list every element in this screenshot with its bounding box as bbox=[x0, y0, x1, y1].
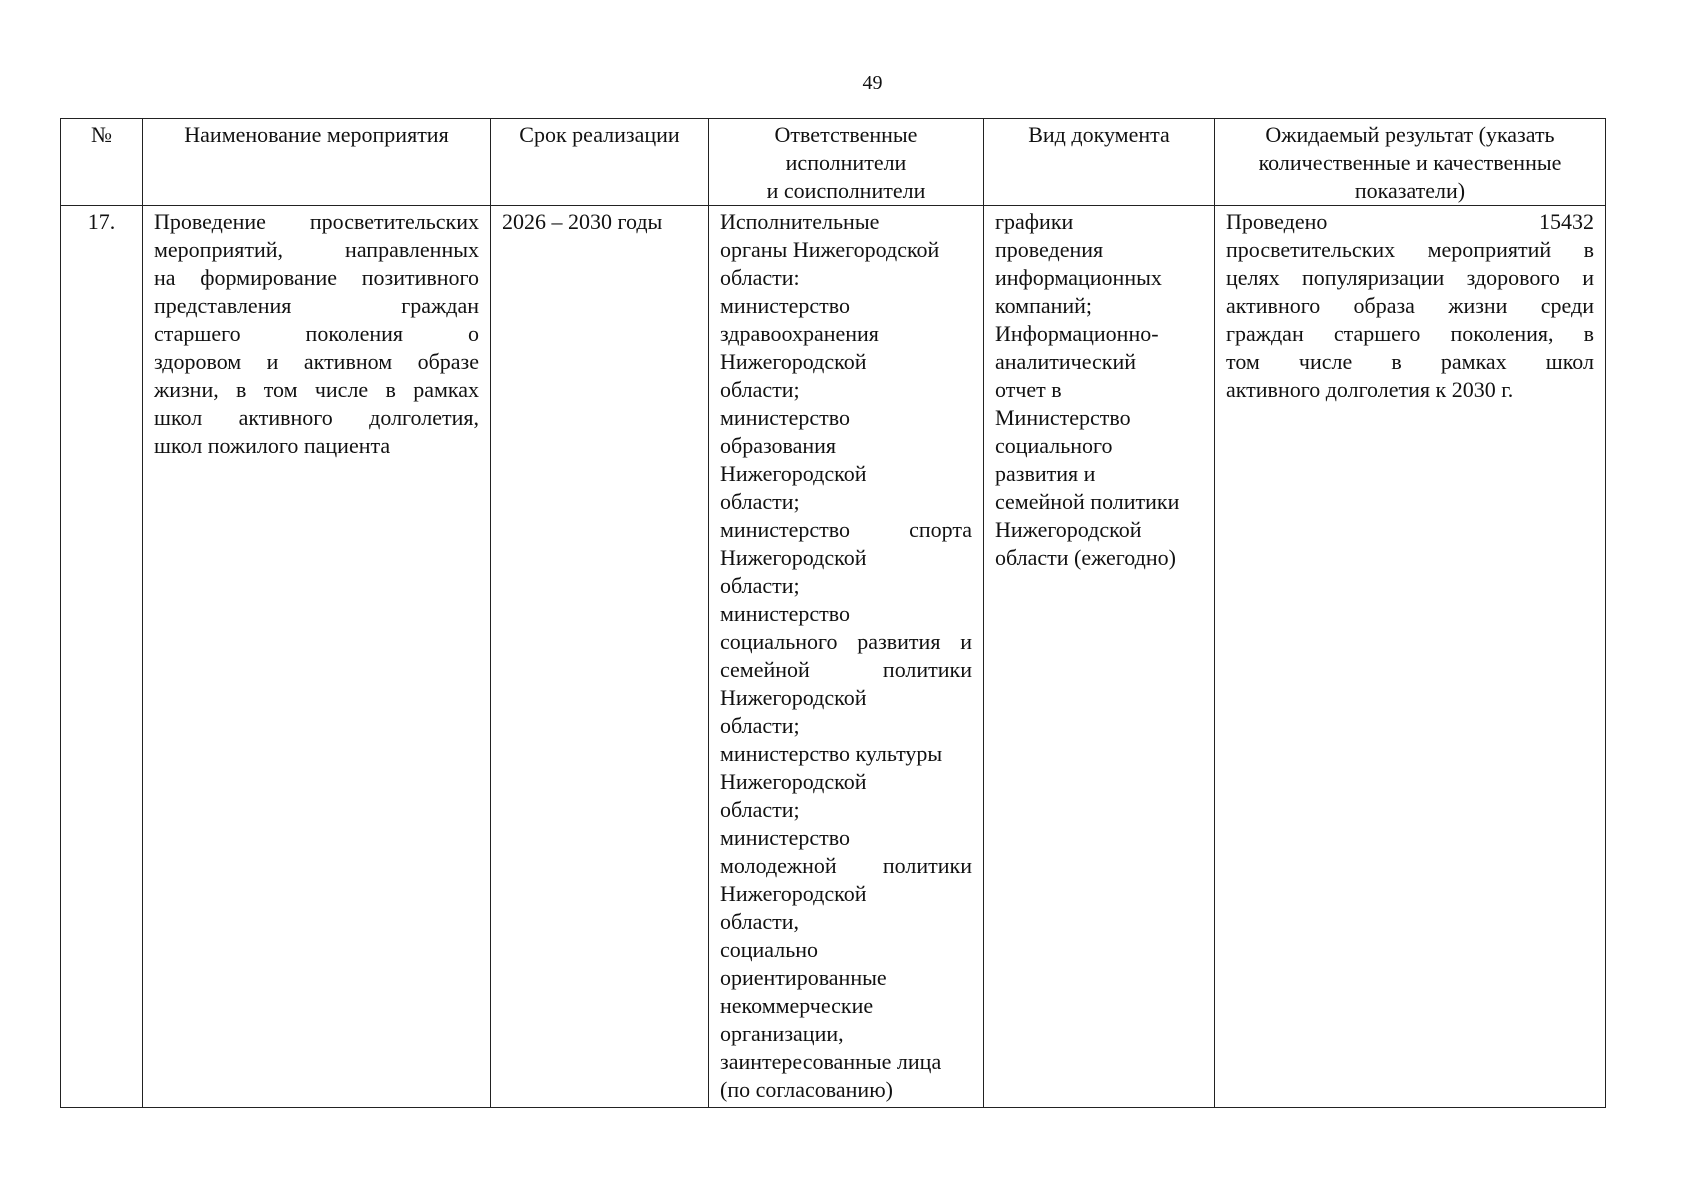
expected-result-cell bbox=[1215, 206, 1606, 1108]
period-cell: 2026 – 2030 годы bbox=[491, 206, 709, 1108]
cell-text-line: развития и bbox=[995, 461, 1096, 486]
cell-text-line: министерство культуры bbox=[720, 741, 943, 766]
cell-text-line: старшего поколения о bbox=[154, 321, 479, 346]
cell-text-line: активного образа жизни среди bbox=[1226, 293, 1594, 318]
responsible-cell bbox=[709, 206, 984, 1108]
cell-text-line: Проведено 15432 bbox=[1226, 209, 1594, 234]
cell-text-line: социально bbox=[720, 937, 819, 962]
cell-text-line: министерство bbox=[720, 293, 851, 318]
row-number: 17. bbox=[61, 206, 143, 1108]
header-result-line: показатели) bbox=[1354, 178, 1466, 203]
cell-text-line: графики bbox=[995, 209, 1074, 234]
cell-text-line: (по согласованию) bbox=[720, 1077, 893, 1102]
cell-text-line: органы Нижегородской bbox=[720, 237, 940, 262]
cell-text-line: жизни, в том числе в рамках bbox=[154, 377, 479, 402]
header-event-name: Наименование мероприятия bbox=[143, 119, 491, 206]
cell-text-line: молодежной политики bbox=[720, 853, 972, 878]
table-row bbox=[61, 206, 1606, 1108]
cell-text-line: министерство bbox=[720, 601, 851, 626]
cell-text-line: Нижегородской bbox=[995, 517, 1142, 542]
header-number: № bbox=[61, 119, 143, 206]
cell-text-line: области, bbox=[720, 909, 800, 934]
cell-text-line: области: bbox=[720, 265, 800, 290]
cell-text-line: Информационно- bbox=[995, 321, 1159, 346]
cell-text-line: аналитический bbox=[995, 349, 1137, 374]
cell-text-line: Нижегородской bbox=[720, 685, 867, 710]
cell-text-line: представления граждан bbox=[154, 293, 479, 318]
cell-text-line: том числе в рамках школ bbox=[1226, 349, 1594, 374]
cell-text-line: на формирование позитивного bbox=[154, 265, 479, 290]
cell-text-line: области; bbox=[720, 713, 800, 738]
cell-text-line: информационных bbox=[995, 265, 1162, 290]
table-header-row bbox=[61, 119, 1606, 206]
cell-text-line: мероприятий, направленных bbox=[154, 237, 479, 262]
cell-text-line: области; bbox=[720, 797, 800, 822]
cell-text-line: школ пожилого пациента bbox=[154, 433, 391, 458]
header-document-type: Вид документа bbox=[984, 119, 1215, 206]
event-name-cell bbox=[143, 206, 491, 1108]
cell-text-line: министерство bbox=[720, 405, 851, 430]
header-period: Срок реализации bbox=[491, 119, 709, 206]
page-number: 49 bbox=[862, 72, 883, 94]
cell-text-line: активного долголетия к 2030 г. bbox=[1226, 377, 1514, 402]
cell-text-line: некоммерческие bbox=[720, 993, 874, 1018]
header-responsible-line: и соисполнители bbox=[766, 178, 926, 203]
cell-text-line: Исполнительные bbox=[720, 209, 880, 234]
cell-text-line: области; bbox=[720, 573, 800, 598]
cell-text-line: просветительских мероприятий в bbox=[1226, 237, 1594, 262]
cell-text-line: Проведение просветительских bbox=[154, 209, 479, 234]
header-result-line: Ожидаемый результат (указать bbox=[1265, 122, 1555, 147]
cell-text-line: образования bbox=[720, 433, 837, 458]
cell-text-line: здоровом и активном образе bbox=[154, 349, 479, 374]
cell-text-line: Нижегородской bbox=[720, 545, 867, 570]
cell-text-line: заинтересованные лица bbox=[720, 1049, 942, 1074]
cell-text-line: граждан старшего поколения, в bbox=[1226, 321, 1594, 346]
cell-text-line: Нижегородской bbox=[720, 769, 867, 794]
cell-text-line: проведения bbox=[995, 237, 1104, 262]
document-type-cell bbox=[984, 206, 1215, 1108]
events-table bbox=[60, 118, 1606, 1108]
cell-text-line: Министерство bbox=[995, 405, 1131, 430]
cell-text-line: семейной политики bbox=[720, 657, 972, 682]
cell-text-line: компаний; bbox=[995, 293, 1093, 318]
header-responsible bbox=[709, 119, 984, 206]
cell-text-line: ориентированные bbox=[720, 965, 887, 990]
cell-text-line: Нижегородской bbox=[720, 461, 867, 486]
cell-text-line: министерство спорта bbox=[720, 517, 972, 542]
cell-text-line: отчет в bbox=[995, 377, 1062, 402]
header-responsible-line: Ответственные bbox=[774, 122, 918, 147]
cell-text-line: области; bbox=[720, 377, 800, 402]
cell-text-line: социального bbox=[995, 433, 1113, 458]
cell-text-line: здравоохранения bbox=[720, 321, 879, 346]
header-result-line: количественные и качественные bbox=[1258, 150, 1562, 175]
cell-text-line: социального развития и bbox=[720, 629, 972, 654]
header-expected-result bbox=[1215, 119, 1606, 206]
cell-text-line: организации, bbox=[720, 1021, 844, 1046]
cell-text-line: области (ежегодно) bbox=[995, 545, 1176, 570]
cell-text-line: семейной политики bbox=[995, 489, 1180, 514]
cell-text-line: министерство bbox=[720, 825, 851, 850]
cell-text-line: области; bbox=[720, 489, 800, 514]
cell-text-line: целях популяризации здорового и bbox=[1226, 265, 1594, 290]
header-responsible-line: исполнители bbox=[785, 150, 907, 175]
cell-text-line: Нижегородской bbox=[720, 881, 867, 906]
cell-text-line: Нижегородской bbox=[720, 349, 867, 374]
cell-text-line: школ активного долголетия, bbox=[154, 405, 479, 430]
